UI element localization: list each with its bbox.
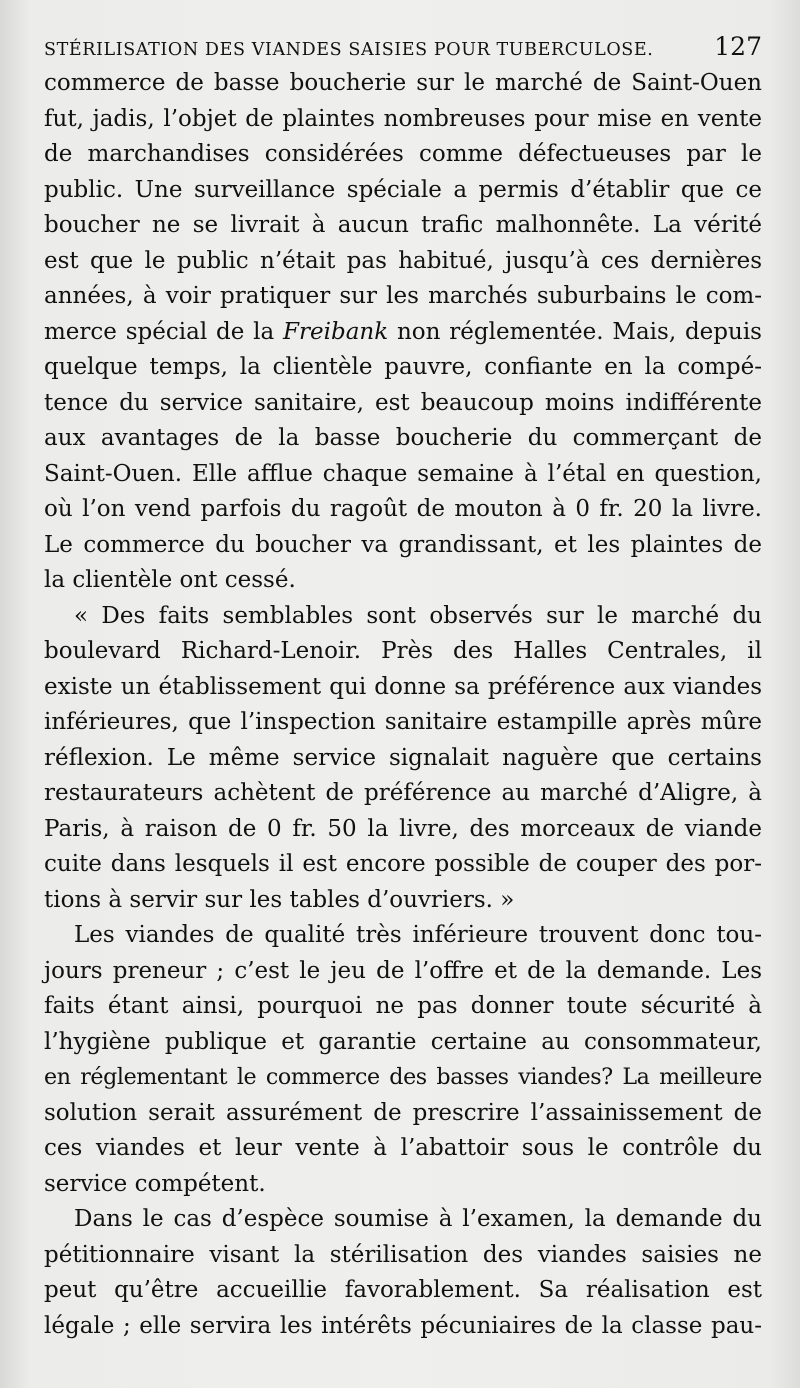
text-line: de marchandises considérées comme défectueuses par le <box>44 141 762 167</box>
text-line: cuite dans lesquels il est encore possible de couper des por- <box>44 851 762 877</box>
text-line: réflexion. Le même service signalait naguère que certains <box>44 744 762 771</box>
body-text <box>44 66 762 1344</box>
text-line: restaurateurs achètent de préférence au marché d’Aligre, à <box>44 780 762 806</box>
text-line: Dans le cas d’espèce soumise à l’examen, la demande du <box>74 1206 762 1232</box>
text-line: l’hygiène publique et garantie certaine au consommateur, <box>44 1028 762 1055</box>
text-line: inférieures, que l’inspection sanitaire estampille après mûre <box>44 709 762 735</box>
text-line: la clientèle ont cessé. <box>44 567 296 593</box>
text-line: public. Une surveillance spéciale a permis d’établir que ce <box>44 176 762 203</box>
text-line: fut, jadis, l’objet de plaintes nombreuses pour mise en vente <box>44 105 762 132</box>
italic-term: Freibank <box>283 318 389 345</box>
text-line: peut qu’être accueillie favorablement. Sa réalisation est <box>44 1277 762 1303</box>
text-line: Saint-Ouen. Elle afflue chaque semaine à l’étal en question, <box>44 460 762 487</box>
text-line: service compétent. <box>44 1170 266 1197</box>
text-line: tions à servir sur les tables d’ouvriers. » <box>44 886 515 913</box>
text-line: pétitionnaire visant la stérilisation des viandes saisies ne <box>44 1241 762 1268</box>
text-line: est que le public n’était pas habitué, jusqu’à ces dernières <box>44 247 762 274</box>
text-line: quelque temps, la clientèle pauvre, confiante en la compé- <box>44 354 762 380</box>
text-line: boulevard Richard-Lenoir. Près des Halles Centrales, il <box>44 638 762 664</box>
running-head-title: STÉRILISATION DES VIANDES SAISIES POUR TUBERCULOSE. <box>44 40 654 60</box>
text-line: aux avantages de la basse boucherie du commerçant de <box>44 425 762 451</box>
text-line: boucher ne se livrait à aucun trafic malhonnête. La vérité <box>44 212 762 238</box>
page-number: 127 <box>714 32 762 61</box>
text-line: commerce de basse boucherie sur le marché de Saint-Ouen <box>44 70 762 96</box>
text-line: jours preneur ; c’est le jeu de l’offre et de la demande. Les <box>44 957 762 984</box>
running-head <box>44 32 762 66</box>
text-line: où l’on vend parfois du ragoût de mouton à 0 fr. 20 la livre. <box>44 496 762 522</box>
text-line: Les viandes de qualité très inférieure trouvent donc tou- <box>74 922 762 948</box>
text-line: années, à voir pratiquer sur les marchés suburbains le com- <box>44 283 762 309</box>
text-line: Paris, à raison de 0 fr. 50 la livre, des morceaux de viande <box>44 815 762 842</box>
text-line: merce spécial de la Freibank non réglementée. Mais, depuis <box>44 318 762 345</box>
text-line: légale ; elle servira les intérêts pécuniaires de la classe pau- <box>44 1312 762 1339</box>
text-line: faits étant ainsi, pourquoi ne pas donner toute sécurité à <box>44 993 762 1019</box>
text-line: ces viandes et leur vente à l’abattoir sous le contrôle du <box>44 1135 762 1161</box>
text-line: solution serait assurément de prescrire l’assainissement de <box>44 1099 762 1126</box>
text-line: en réglementant le commerce des basses viandes? La meilleure <box>44 1064 762 1090</box>
text-line: « Des faits semblables sont observés sur le marché du <box>74 602 762 629</box>
text-line: Le commerce du boucher va grandissant, et les plaintes de <box>44 531 762 558</box>
text-line: tence du service sanitaire, est beaucoup moins indifférente <box>44 389 762 416</box>
text-line: existe un établissement qui donne sa préférence aux viandes <box>44 673 762 700</box>
